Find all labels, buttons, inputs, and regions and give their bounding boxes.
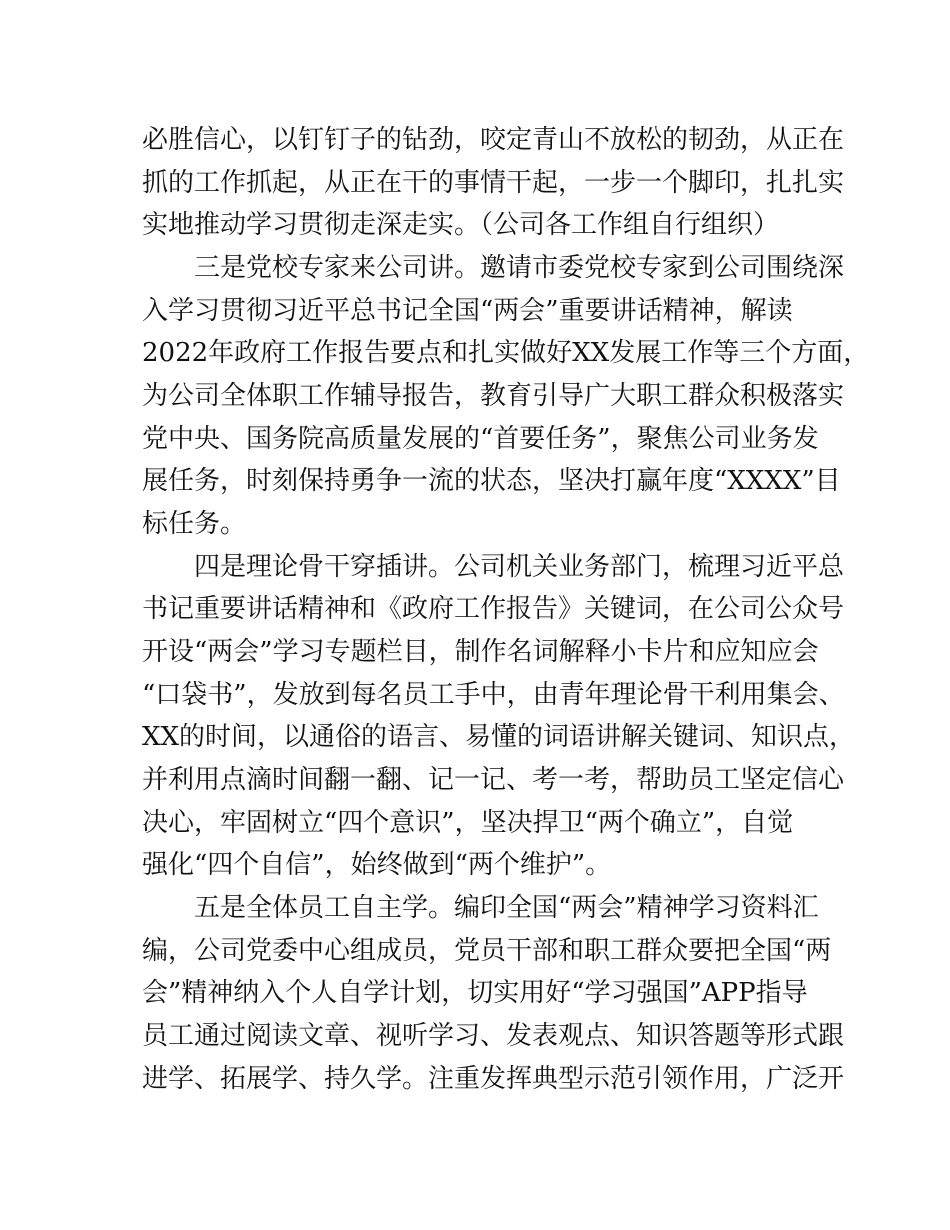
- text-line: 开设“两会”学习专题栏目，制作名词解释小卡片和应知应会: [142, 637, 819, 667]
- paragraph-start-line: 三是党校专家来公司讲。邀请市委党校专家到公司围绕深: [194, 253, 845, 283]
- text-line: 会”精神纳入个人自学计划，切实用好“学习强国”APP指导: [142, 978, 808, 1008]
- text-line: 2022年政府工作报告要点和扎实做好XX发展工作等三个方面，: [142, 338, 870, 368]
- text-line: 党中央、国务院高质量发展的“首要任务”，聚焦公司业务发: [142, 424, 819, 454]
- text-line: 为公司全体职工作辅导报告，教育引导广大职工群众积极落实: [142, 381, 845, 411]
- text-line: 进学、拓展学、持久学。注重发挥典型示范引领作用，广泛开: [142, 1064, 845, 1094]
- text-line: 必胜信心，以钉钉子的钻劲，咬定青山不放松的韧劲，从正在: [142, 125, 845, 155]
- text-line: “口袋书”，发放到每名员工手中，由青年理论骨干利用集会、: [142, 680, 845, 710]
- text-line: XX的时间，以通俗的语言、易懂的词语讲解关键词、知识点，: [142, 722, 856, 752]
- text-line: 并利用点滴时间翻一翻、记一记、考一考，帮助员工坚定信心: [142, 765, 845, 795]
- text-line: 决心，牢固树立“四个意识”，坚决捍卫“两个确立”，自觉: [142, 808, 794, 838]
- paragraph-start-line: 四是理论骨干穿插讲。公司机关业务部门，梳理习近平总: [194, 552, 845, 582]
- text-line: 强化“四个自信”，始终做到“两个维护”。: [142, 850, 612, 880]
- text-line: 书记重要讲话精神和《政府工作报告》关键词，在公司公众号: [142, 594, 845, 624]
- text-line: 展任务，时刻保持勇争一流的状态，坚决打赢年度“XXXX”目: [142, 466, 841, 496]
- text-line: 员工通过阅读文章、视听学习、发表观点、知识答题等形式跟: [142, 1021, 845, 1051]
- text-line: 编，公司党委中心组成员，党员干部和职工群众要把全国“两: [142, 936, 832, 966]
- text-line: 入学习贯彻习近平总书记全国“两会”重要讲话精神，解读: [142, 296, 793, 326]
- text-line: 实地推动学习贯彻走深走实。（公司各工作组自行组织）: [142, 210, 780, 240]
- paragraph-start-line: 五是全体员工自主学。编印全国“两会”精神学习资料汇: [194, 893, 819, 923]
- text-line: 标任务。: [142, 509, 247, 539]
- text-line: 抓的工作抓起，从正在干的事情干起，一步一个脚印，扎扎实: [142, 168, 845, 198]
